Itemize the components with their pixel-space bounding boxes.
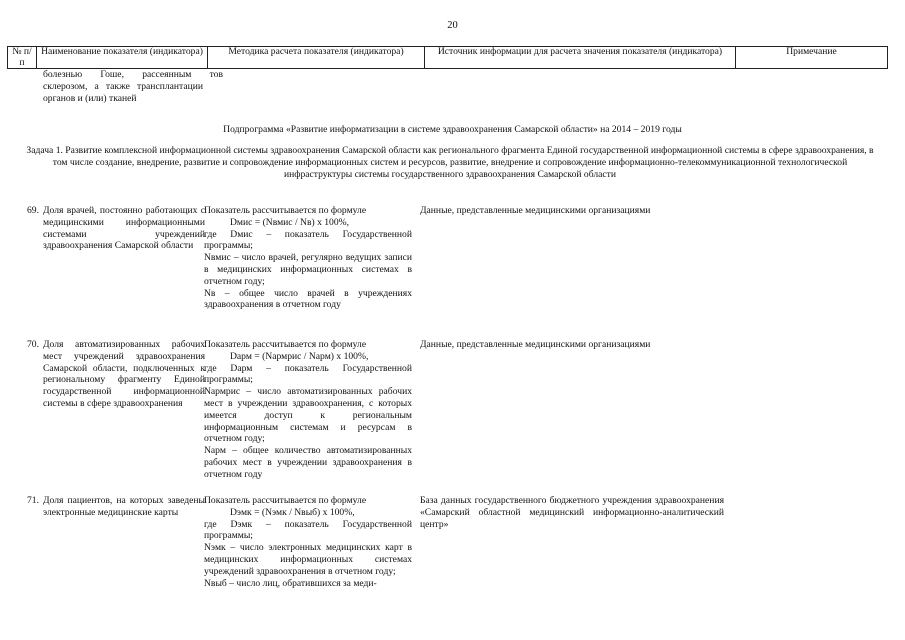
page-number: 20 xyxy=(447,20,458,31)
continuation-line-1: болезнью Гоше, рассеянным тов xyxy=(43,69,223,80)
header-source: Источник информации для расчета значения показателя (индикатора) xyxy=(425,47,736,69)
row-70-source: Данные, представленные медицинскими организациями xyxy=(420,339,651,350)
header-name: Наименование показателя (индикатора) xyxy=(37,47,208,69)
row-69-where: где Dмис – показатель Государственной программы; xyxy=(204,228,412,252)
row-70-def-1: Nармрис – число автоматизированных рабочих мест в учреждении здравоохранения, с которых имеется доступ к региональным информационным системам и ресурсам в отчетном году; xyxy=(204,386,412,445)
row-70-method-intro: Показатель рассчитывается по формуле xyxy=(204,339,367,350)
header-note: Примечание xyxy=(736,47,888,69)
row-70-where: где Dарм – показатель Государственной программы; xyxy=(204,362,412,386)
row-71-where: где Dэмк – показатель Государственной программы; xyxy=(204,518,412,542)
row-69-method-intro: Показатель рассчитывается по формуле xyxy=(204,205,367,216)
header-num: № п/п xyxy=(8,47,37,69)
row-70-number: 70. xyxy=(27,339,39,350)
row-69-number: 69. xyxy=(27,205,39,216)
row-71-def-2: Nвыб – число лиц, обратившихся за меди- xyxy=(204,577,377,589)
row-69-formula: Dмис = (Nвмис / Nв) x 100%, xyxy=(230,216,350,228)
row-71-number: 71. xyxy=(27,495,39,506)
row-69-name: Доля врачей, постоянно работающих с медицинскими информационными системами учреждений здравоохранения Самарской области xyxy=(43,205,205,252)
row-69-source: Данные, представленные медицинскими организациями xyxy=(420,205,651,216)
subprogram-title: Подпрограмма «Развитие информатизации в системе здравоохранения Самарской области» на 2014 – 2019 годы xyxy=(223,124,682,135)
header-method: Методика расчета показателя (индикатора) xyxy=(208,47,425,69)
row-70-def-2: Nарм – общее количество автоматизированных рабочих мест в учреждении здравоохранения в отчетном году xyxy=(204,445,412,480)
row-69-def-2: Nв – общее число врачей в учреждениях здравоохранения в отчетном году xyxy=(204,287,412,311)
table-header xyxy=(7,46,888,69)
row-71-method-intro: Показатель рассчитывается по формуле xyxy=(204,495,367,506)
row-69-def-1: Nвмис – число врачей, регулярно ведущих записи в медицинских информационных системах в отчетном году; xyxy=(204,252,412,287)
row-70-name: Доля автоматизированных рабочих мест учреждений здравоохранения Самарской области, подключенных к региональному фрагменту Единой государственной информационной системы в сфере здравоохранения xyxy=(43,339,205,409)
row-71-def-1: Nэмк – число электронных медицинских карт в медицинских информационных системах учреждений здравоохранения в отчетном году; xyxy=(204,542,412,577)
row-70-method xyxy=(204,339,412,481)
row-70-formula: Dарм = (Nармрис / Nарм) x 100%, xyxy=(230,350,369,362)
continuation-text xyxy=(43,69,243,104)
row-71-source: База данных государственного бюджетного учреждения здравоохранения «Самарский областной медицинский информационно-аналитический центр» xyxy=(420,495,724,530)
row-71-name: Доля пациентов, на которых заведены электронные медицинские карты xyxy=(43,495,205,518)
row-71-method xyxy=(204,495,412,589)
row-71-formula: Dэмк = (Nэмк / Nвыб) x 100%, xyxy=(230,506,355,518)
row-69-method xyxy=(204,205,412,311)
task-title: Задача 1. Развитие комплексной информационной системы здравоохранения Самарской области как регионального фрагмента Единой государственной информационной системы в сфере здравоохранения, в том числе создание, внедрение, развитие и сопровождение информационных систем и ресурсов, развитие, внедрение и сопровождение информационно-телекоммуникационной технологической инфраструктуры системы государственного здравоохранения Самарской области xyxy=(26,145,874,180)
continuation-line-2: склерозом, а также трансплантации органов и (или) тканей xyxy=(43,80,203,104)
